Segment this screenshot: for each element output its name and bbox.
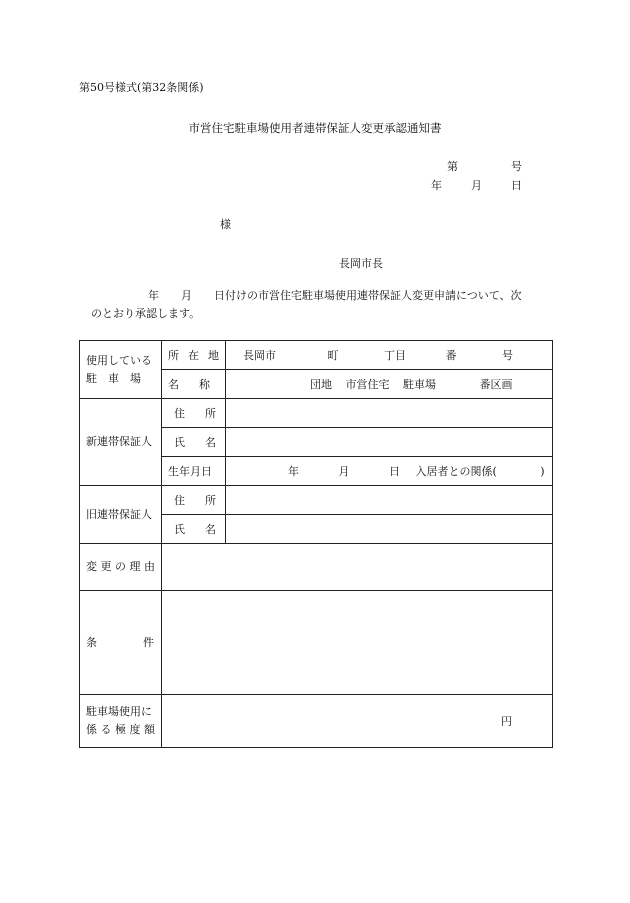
form-number: 第50号様式(第32条関係)	[79, 81, 204, 94]
new-address-label: 住 所	[162, 399, 226, 428]
number-suffix: 号	[511, 160, 522, 173]
body-line-1: 年 月 日付けの市営住宅駐車場使用連帯保証人変更申請について、次	[148, 289, 522, 302]
conditions-field[interactable]	[162, 591, 553, 695]
new-fullname-label: 氏 名	[162, 428, 226, 457]
old-fullname-label: 氏 名	[162, 515, 226, 544]
date-year: 年	[431, 179, 442, 192]
reason-field[interactable]	[162, 544, 553, 591]
birthdate-field[interactable]: 年 月 日 入居者との関係( )	[226, 457, 553, 486]
old-fullname-field[interactable]	[226, 515, 553, 544]
old-address-label: 住 所	[162, 486, 226, 515]
limit-amount-field[interactable]	[162, 695, 553, 748]
new-fullname-field[interactable]	[226, 428, 553, 457]
conditions-label: 条 件	[80, 591, 162, 695]
body-line-2: のとおり承認します。	[91, 307, 201, 320]
reason-label: 変 更 の 理 由	[80, 544, 162, 591]
limit-amount-label: 駐車場使用に 係 る 極 度 額	[80, 695, 162, 748]
date-month: 月	[471, 179, 482, 192]
new-guarantor-label: 新連帯保証人	[80, 399, 162, 486]
location-label: 所 在 地	[162, 341, 226, 370]
approval-form-table	[79, 340, 553, 748]
document-title: 市営住宅駐車場使用者連帯保証人変更承認通知書	[188, 121, 442, 135]
date-day: 日	[511, 179, 522, 192]
yen-unit: 円	[501, 715, 512, 728]
document-number-line	[447, 158, 522, 174]
date-line	[431, 177, 522, 193]
issuer-name: 長岡市長	[339, 257, 383, 270]
addressee-suffix: 様	[220, 218, 231, 231]
parking-label: 使用している 駐 車 場	[80, 341, 162, 399]
facility-name-field[interactable]: 団地 市営住宅 駐車場 番区画	[226, 370, 553, 399]
number-prefix: 第	[447, 160, 458, 173]
new-address-field[interactable]	[226, 399, 553, 428]
facility-name-label: 名 称	[162, 370, 226, 399]
old-guarantor-label: 旧連帯保証人	[80, 486, 162, 544]
birthdate-label: 生年月日	[162, 457, 226, 486]
old-address-field[interactable]	[226, 486, 553, 515]
location-field[interactable]: 長岡市 町 丁目 番 号	[226, 341, 553, 370]
